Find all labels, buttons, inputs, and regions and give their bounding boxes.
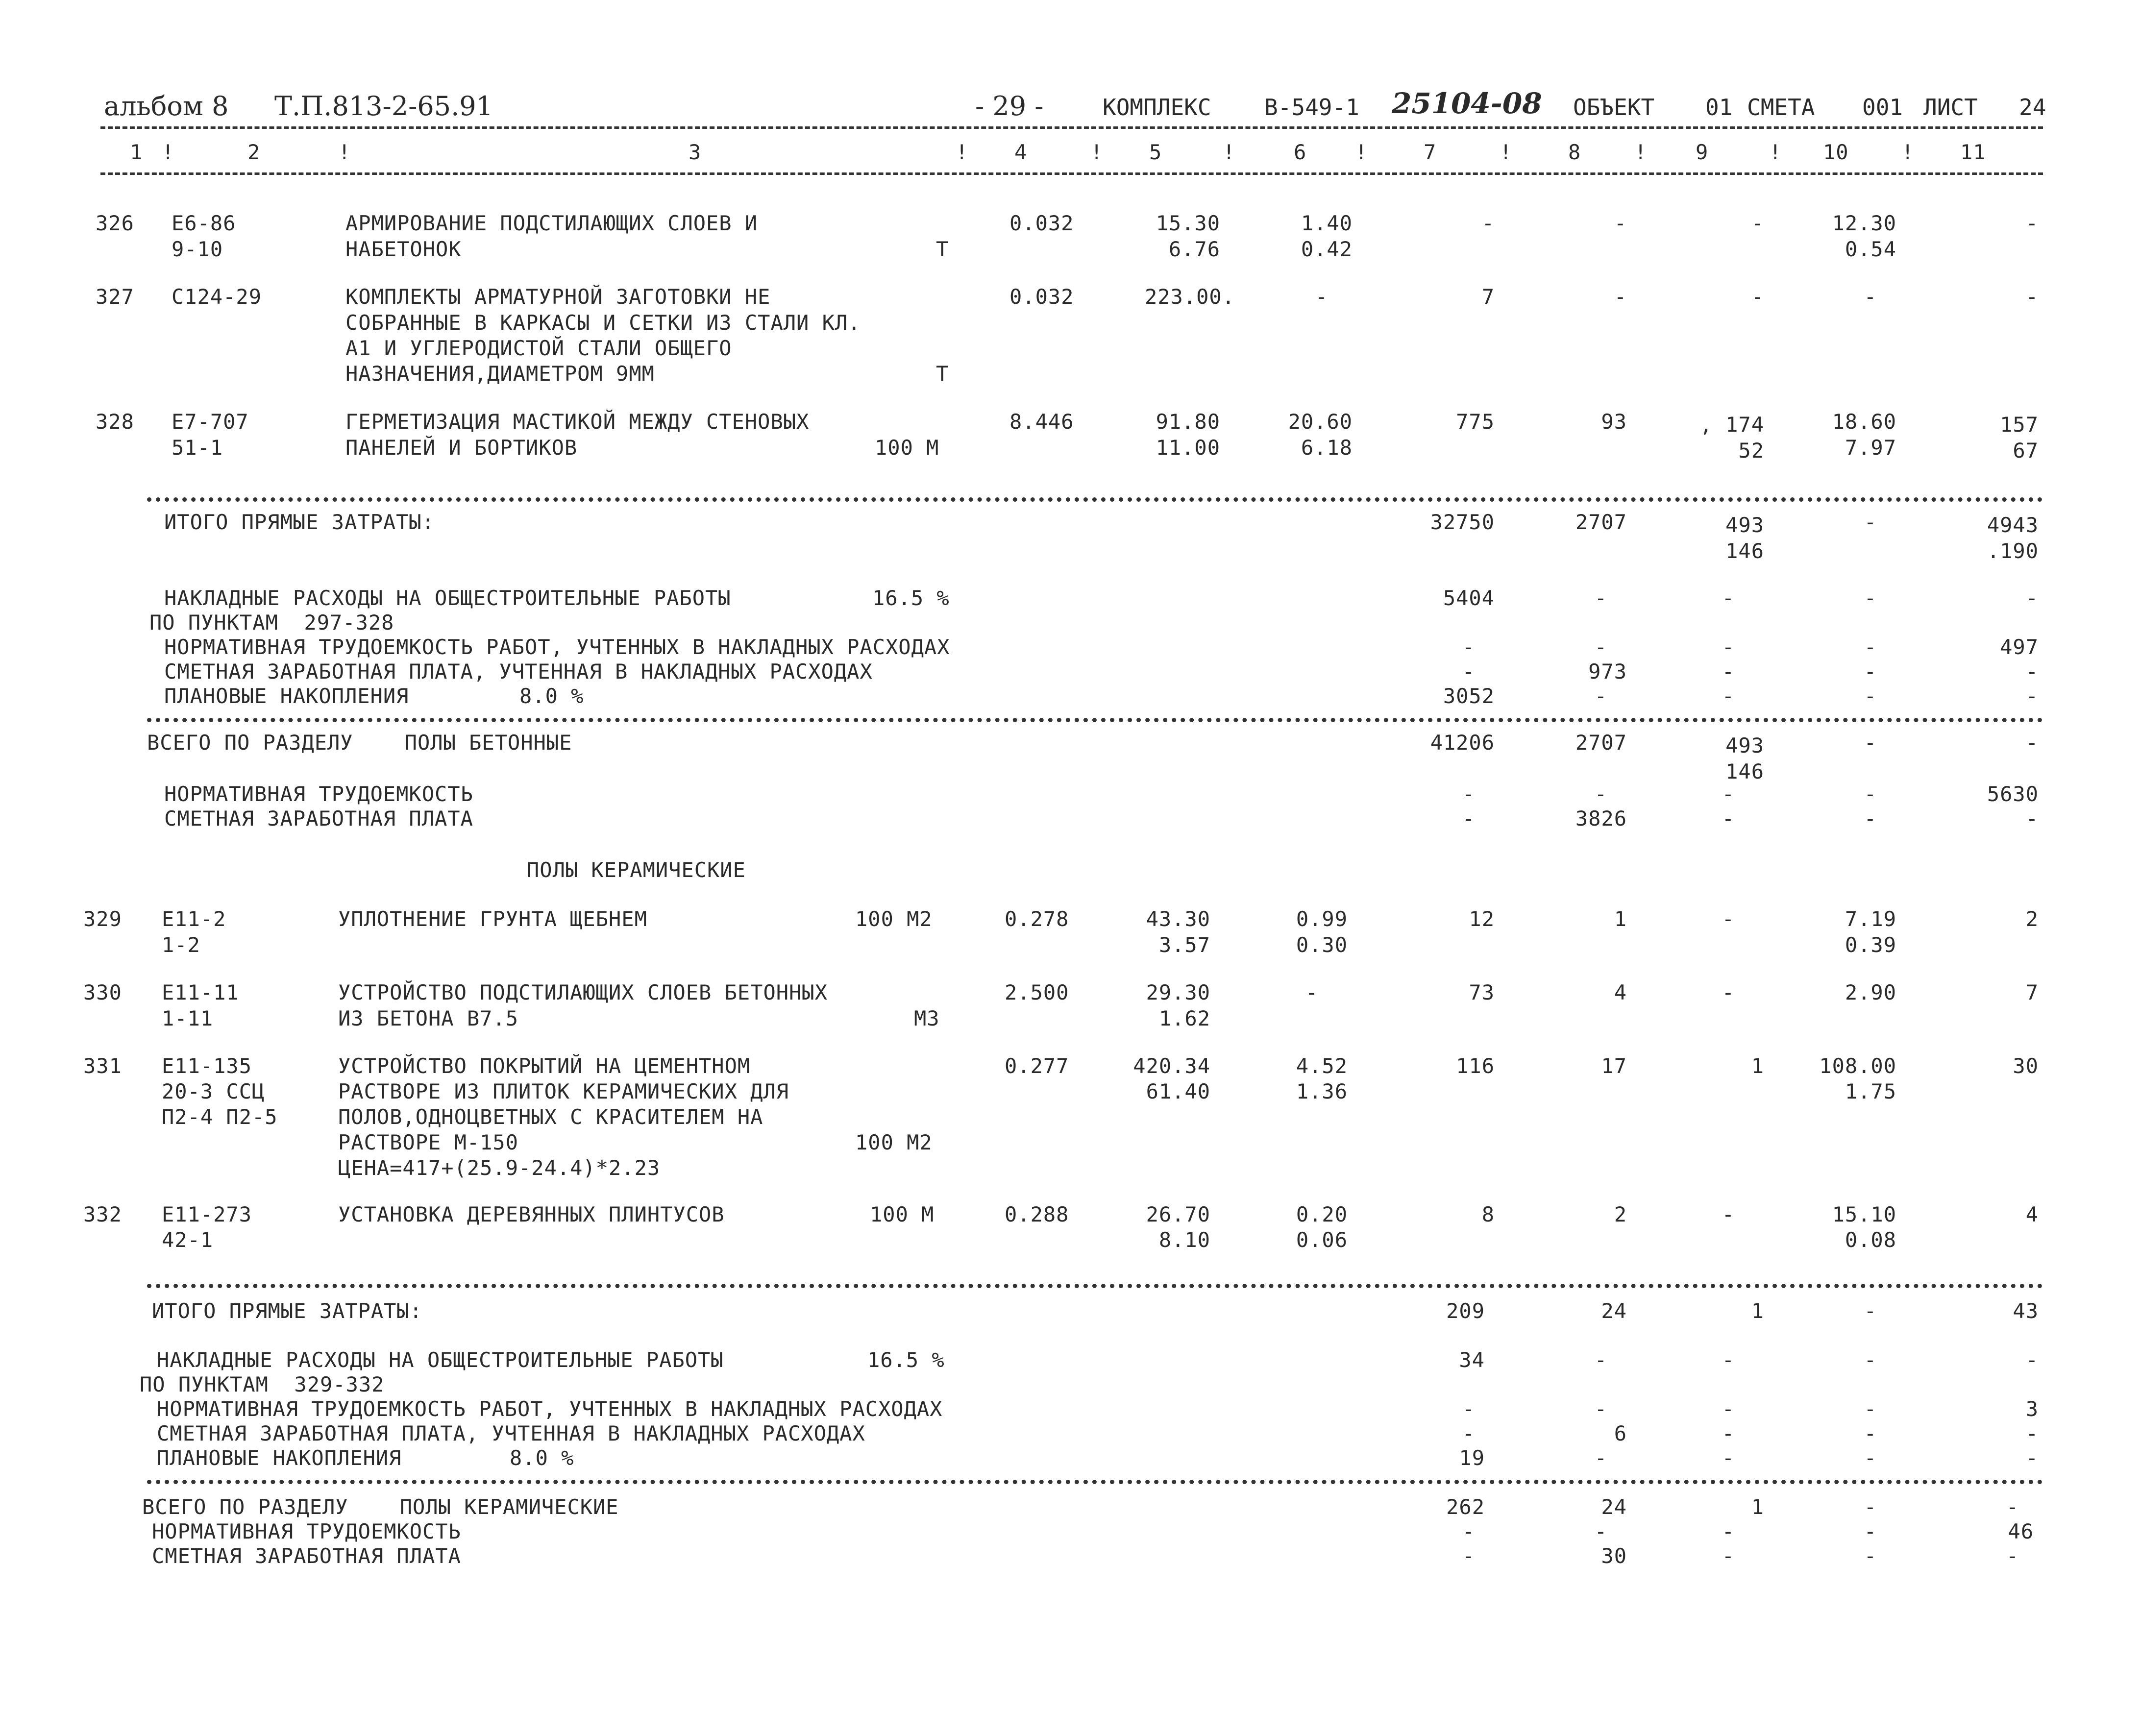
object-label: ОБЪЕКТ: [1573, 94, 1655, 121]
cell-c7: 32750: [1430, 510, 1495, 534]
cell-c7: -: [1462, 1397, 1475, 1421]
cell-c10: 2.90: [1845, 980, 1896, 1004]
cell-c11: -: [2025, 1446, 2039, 1470]
album-label: альбом 8: [104, 91, 229, 122]
cell-c8: 1: [1614, 907, 1627, 931]
cell-c8: 973: [1588, 660, 1627, 684]
cell-c11: -: [2025, 684, 2039, 708]
cell-c10: -: [1864, 1446, 1877, 1470]
cell-c11: 46: [2008, 1519, 2034, 1543]
summary-label: НОРМАТИВНАЯ ТРУДОЕМКОСТЬ: [164, 782, 473, 806]
item-name: ЦЕНА=417+(25.9-24.4)*2.23: [338, 1156, 661, 1180]
item-number: 330: [83, 980, 122, 1004]
column-separator: !: [338, 140, 351, 164]
cell-c11: 30: [2013, 1054, 2039, 1078]
summary-label: НАКЛАДНЫЕ РАСХОДЫ НА ОБЩЕСТРОИТЕЛЬНЫЕ РАБОТЫ: [164, 586, 731, 610]
summary-label: НОРМАТИВНАЯ ТРУДОЕМКОСТЬ: [152, 1519, 461, 1543]
item-unit: М3: [914, 1006, 940, 1030]
column-separator: !: [1090, 140, 1104, 164]
summary-label: ПЛАНОВЫЕ НАКОПЛЕНИЯ: [164, 684, 409, 708]
cell-c10: -: [1864, 1348, 1877, 1372]
cell-c9: 1: [1751, 1495, 1764, 1519]
cell-c7: 7: [1481, 285, 1495, 309]
item-code: 51-1: [172, 436, 223, 460]
summary-label: ИТОГО ПРЯМЫЕ ЗАТРАТЫ:: [152, 1299, 423, 1323]
cell-c7: -: [1462, 1519, 1475, 1543]
summary-label: ВСЕГО ПО РАЗДЕЛУ ПОЛЫ КЕРАМИЧЕСКИЕ: [142, 1495, 619, 1519]
item-name: УСТРОЙСТВО ПОКРЫТИЙ НА ЦЕМЕНТНОМ: [338, 1054, 751, 1078]
cell-c8: 24: [1601, 1299, 1627, 1323]
cell-c8: 4: [1614, 980, 1627, 1004]
column-separator: !: [1500, 140, 1513, 164]
cell-c10: 15.10: [1832, 1202, 1896, 1226]
summary-label: ПО ПУНКТАМ 329-332: [140, 1372, 385, 1396]
column-separator: !: [1355, 140, 1368, 164]
cell-c11: -: [2006, 1495, 2019, 1519]
cell-c9: -: [1722, 1348, 1735, 1372]
column-number: 7: [1424, 140, 1437, 164]
cell-c5: 61.40: [1146, 1079, 1210, 1103]
cell-c9: -: [1722, 1519, 1735, 1543]
header-rule-top: [100, 126, 2043, 129]
cell-c10: -: [1864, 1421, 1877, 1445]
cell-c10: -: [1864, 660, 1877, 684]
cell-c8: 93: [1601, 410, 1627, 434]
smeta-label: СМЕТА: [1747, 94, 1815, 121]
cell-c9: -: [1751, 211, 1764, 235]
cell-c11: 3: [2025, 1397, 2039, 1421]
cell-c9: -: [1751, 285, 1764, 309]
cell-c9: -: [1722, 635, 1735, 659]
cell-c8: 24: [1601, 1495, 1627, 1519]
item-unit: 100 М: [870, 1202, 935, 1226]
cell-c9: -: [1722, 980, 1735, 1004]
cell-c10: 0.54: [1845, 237, 1896, 261]
item-number: 328: [96, 410, 134, 434]
item-name: РАСТВОРЕ ИЗ ПЛИТОК КЕРАМИЧЕСКИХ ДЛЯ: [338, 1079, 789, 1103]
column-number: 4: [1014, 140, 1028, 164]
item-code: 20-3 ССЦ: [162, 1079, 265, 1103]
cell-c5: 26.70: [1146, 1202, 1210, 1226]
item-unit: 100 М2: [855, 907, 933, 931]
cell-c9: -: [1722, 1202, 1735, 1226]
cell-c7: 262: [1446, 1495, 1485, 1519]
section-title: ПОЛЫ КЕРАМИЧЕСКИЕ: [527, 858, 746, 882]
item-name: УСТРОЙСТВО ПОДСТИЛАЮЩИХ СЛОЕВ БЕТОННЫХ: [338, 980, 828, 1004]
cell-c10: -: [1864, 586, 1877, 610]
item-code: 9-10: [172, 237, 223, 261]
project-code: Т.П.813-2-65.91: [274, 91, 493, 122]
cell-c5: 91.80: [1156, 410, 1220, 434]
cell-c11: -: [2006, 1544, 2019, 1568]
cell-c11: 157 67: [2000, 413, 2039, 463]
cell-c9: -: [1722, 1446, 1735, 1470]
cell-c8: -: [1594, 586, 1607, 610]
cell-c8: 2: [1614, 1202, 1627, 1226]
item-quantity: 0.278: [1005, 907, 1069, 931]
cell-c9: 493 146: [1725, 513, 1764, 563]
cell-c8: -: [1594, 1348, 1607, 1372]
cell-c8: -: [1594, 684, 1607, 708]
cell-c10: 1.75: [1845, 1079, 1896, 1103]
cell-c8: -: [1614, 211, 1627, 235]
cell-c6: 4.52: [1296, 1054, 1348, 1078]
cell-c10: -: [1864, 684, 1877, 708]
column-separator: !: [162, 140, 175, 164]
cell-c10: -: [1864, 1544, 1877, 1568]
item-name: РАСТВОРЕ М-150: [338, 1130, 519, 1154]
cell-c7: 73: [1469, 980, 1495, 1004]
cell-c11: -: [2025, 660, 2039, 684]
item-name: УПЛОТНЕНИЕ ГРУНТА ЩЕБНЕМ: [338, 907, 647, 931]
cell-c7: 8: [1481, 1202, 1495, 1226]
item-code: П2-4 П2-5: [162, 1105, 278, 1129]
cell-c8: 6: [1614, 1421, 1627, 1445]
object-number: 01: [1705, 94, 1733, 121]
smeta-number: 001: [1862, 94, 1903, 121]
complex-label: КОМПЛЕКС: [1103, 94, 1211, 121]
item-number: 331: [83, 1054, 122, 1078]
cell-c7: -: [1481, 211, 1495, 235]
cell-c10: 108.00: [1819, 1054, 1896, 1078]
item-code: Е11-11: [162, 980, 239, 1004]
cell-c10: -: [1864, 510, 1877, 534]
cell-c9: -: [1722, 907, 1735, 931]
item-name: УСТАНОВКА ДЕРЕВЯННЫХ ПЛИНТУСОВ: [338, 1202, 725, 1226]
cell-c8: -: [1614, 285, 1627, 309]
item-number: 327: [96, 285, 134, 309]
complex-code: В-549-1: [1264, 94, 1359, 121]
item-unit: Т: [936, 237, 949, 261]
cell-c11: 4: [2025, 1202, 2039, 1226]
column-number: 11: [1960, 140, 1986, 164]
handwritten-code: 25104-08: [1392, 87, 1542, 120]
item-code: 1-11: [162, 1006, 214, 1030]
summary-label: НОРМАТИВНАЯ ТРУДОЕМКОСТЬ РАБОТ, УЧТЕННЫХ В НАКЛАДНЫХ РАСХОДАХ: [157, 1397, 943, 1421]
cell-c11: -: [2025, 807, 2039, 831]
cell-c7: -: [1462, 1421, 1475, 1445]
cell-c7: 209: [1446, 1299, 1485, 1323]
column-separator: !: [1223, 140, 1236, 164]
item-name: ГЕРМЕТИЗАЦИЯ МАСТИКОЙ МЕЖДУ СТЕНОВЫХ: [345, 410, 810, 434]
item-unit: Т: [936, 362, 949, 386]
item-quantity: 0.032: [1009, 285, 1074, 309]
column-separator: !: [1901, 140, 1915, 164]
item-code: 1-2: [162, 933, 200, 957]
cell-c11: -: [2025, 731, 2039, 755]
cell-c10: -: [1864, 807, 1877, 831]
cell-c5: 15.30: [1156, 211, 1220, 235]
cell-c9: -: [1722, 1397, 1735, 1421]
cell-c7: 5404: [1443, 586, 1495, 610]
cell-c9: -: [1722, 586, 1735, 610]
cell-c10: 12.30: [1832, 211, 1896, 235]
item-name: ПАНЕЛЕЙ И БОРТИКОВ: [345, 436, 578, 460]
section-divider: [147, 497, 2043, 502]
cell-c9: -: [1722, 1421, 1735, 1445]
cell-c8: -: [1594, 1446, 1607, 1470]
cell-c5: 6.76: [1168, 237, 1220, 261]
cell-c9: -: [1722, 1544, 1735, 1568]
column-number: 6: [1294, 140, 1307, 164]
cell-c8: -: [1594, 782, 1607, 806]
cell-c7: -: [1462, 807, 1475, 831]
column-number: 1: [130, 140, 143, 164]
summary-percent: 8.0 %: [519, 684, 584, 708]
summary-label: СМЕТНАЯ ЗАРАБОТНАЯ ПЛАТА: [164, 807, 473, 831]
item-quantity: 0.277: [1005, 1054, 1069, 1078]
cell-c6: 0.20: [1296, 1202, 1348, 1226]
column-number: 3: [689, 140, 702, 164]
cell-c10: -: [1864, 635, 1877, 659]
column-number: 5: [1149, 140, 1162, 164]
cell-c10: -: [1864, 782, 1877, 806]
cell-c7: 775: [1456, 410, 1495, 434]
cell-c11: -: [2025, 211, 2039, 235]
cell-c8: 30: [1601, 1544, 1627, 1568]
cell-c9: , 174 52: [1699, 413, 1764, 463]
cell-c6: 0.06: [1296, 1228, 1348, 1252]
cell-c6: 1.40: [1301, 211, 1353, 235]
summary-label: СМЕТНАЯ ЗАРАБОТНАЯ ПЛАТА: [152, 1544, 461, 1568]
item-quantity: 8.446: [1009, 410, 1074, 434]
cell-c8: 17: [1601, 1054, 1627, 1078]
cell-c11: -: [2025, 285, 2039, 309]
cell-c8: -: [1594, 635, 1607, 659]
cell-c10: -: [1864, 1299, 1877, 1323]
cell-c11: -: [2025, 1348, 2039, 1372]
cell-c6: 0.42: [1301, 237, 1353, 261]
cell-c11: 4943 .190: [1987, 513, 2039, 563]
item-quantity: 2.500: [1005, 980, 1069, 1004]
header-rule-bottom: [100, 172, 2043, 175]
cell-c10: 7.19: [1845, 907, 1896, 931]
cell-c11: 497: [2000, 635, 2039, 659]
item-name: СОБРАННЫЕ В КАРКАСЫ И СЕТКИ ИЗ СТАЛИ КЛ.: [345, 311, 861, 335]
summary-label: ВСЕГО ПО РАЗДЕЛУ ПОЛЫ БЕТОННЫЕ: [147, 731, 572, 755]
column-number: 9: [1696, 140, 1709, 164]
cell-c5: 420.34: [1133, 1054, 1210, 1078]
cell-c9: -: [1722, 684, 1735, 708]
cell-c9: -: [1722, 807, 1735, 831]
cell-c9: 493 146: [1725, 734, 1764, 783]
summary-percent: 16.5 %: [872, 586, 950, 610]
cell-c11: -: [2025, 586, 2039, 610]
cell-c9: -: [1722, 660, 1735, 684]
cell-c10: 18.60: [1832, 410, 1896, 434]
item-quantity: 0.032: [1009, 211, 1074, 235]
cell-c6: 1.36: [1296, 1079, 1348, 1103]
cell-c7: -: [1462, 660, 1475, 684]
page-number: - 29 -: [975, 91, 1044, 122]
cell-c10: -: [1864, 1495, 1877, 1519]
cell-c6: 0.30: [1296, 933, 1348, 957]
cell-c6: 20.60: [1288, 410, 1353, 434]
cell-c6: 6.18: [1301, 436, 1353, 460]
item-name: НАБЕТОНОК: [345, 237, 462, 261]
cell-c7: 12: [1469, 907, 1495, 931]
column-separator: !: [1634, 140, 1648, 164]
summary-percent: 16.5 %: [867, 1348, 945, 1372]
cell-c10: -: [1864, 285, 1877, 309]
item-name: А1 И УГЛЕРОДИСТОЙ СТАЛИ ОБЩЕГО: [345, 336, 732, 360]
cell-c8: 3826: [1575, 807, 1627, 831]
item-code: Е11-135: [162, 1054, 252, 1078]
cell-c10: 0.08: [1845, 1228, 1896, 1252]
cell-c5: 1.62: [1158, 1006, 1210, 1030]
summary-label: СМЕТНАЯ ЗАРАБОТНАЯ ПЛАТА, УЧТЕННАЯ В НАКЛАДНЫХ РАСХОДАХ: [164, 660, 873, 684]
cell-c7: 34: [1459, 1348, 1485, 1372]
cell-c11: 5630: [1987, 782, 2039, 806]
item-code: Е7-707: [172, 410, 249, 434]
summary-label: НОРМАТИВНАЯ ТРУДОЕМКОСТЬ РАБОТ, УЧТЕННЫХ В НАКЛАДНЫХ РАСХОДАХ: [164, 635, 950, 659]
cell-c11: -: [2025, 1421, 2039, 1445]
cell-c10: 0.39: [1845, 933, 1896, 957]
item-number: 332: [83, 1202, 122, 1226]
cell-c6: -: [1315, 285, 1328, 309]
cell-c10: -: [1864, 731, 1877, 755]
cell-c11: 7: [2025, 980, 2039, 1004]
item-code: Е11-273: [162, 1202, 252, 1226]
cell-c9: 1: [1751, 1299, 1764, 1323]
cell-c5: 8.10: [1158, 1228, 1210, 1252]
cell-c6: 0.99: [1296, 907, 1348, 931]
item-unit: 100 М: [875, 436, 939, 460]
item-number: 329: [83, 907, 122, 931]
cell-c7: 116: [1456, 1054, 1495, 1078]
sheet-label: ЛИСТ: [1923, 94, 1978, 121]
summary-percent: 8.0 %: [510, 1446, 574, 1470]
cell-c7: -: [1462, 635, 1475, 659]
cell-c11: 2: [2025, 907, 2039, 931]
section-divider: [147, 1284, 2043, 1288]
item-code: 42-1: [162, 1228, 214, 1252]
cell-c8: 2707: [1575, 731, 1627, 755]
column-number: 8: [1568, 140, 1581, 164]
item-unit: 100 М2: [855, 1130, 933, 1154]
item-number: 326: [96, 211, 134, 235]
item-name: НАЗНАЧЕНИЯ,ДИАМЕТРОМ 9ММ: [345, 362, 655, 386]
item-quantity: 0.288: [1005, 1202, 1069, 1226]
item-code: С124-29: [172, 285, 262, 309]
item-name: ИЗ БЕТОНА В7.5: [338, 1006, 519, 1030]
cell-c7: 3052: [1443, 684, 1495, 708]
cell-c5: 223.00.: [1144, 285, 1235, 309]
cell-c9: 1: [1751, 1054, 1764, 1078]
cell-c10: -: [1864, 1397, 1877, 1421]
item-code: Е11-2: [162, 907, 226, 931]
column-separator: !: [1769, 140, 1782, 164]
item-name: АРМИРОВАНИЕ ПОДСТИЛАЮЩИХ СЛОЕВ И: [345, 211, 758, 235]
cell-c9: -: [1722, 782, 1735, 806]
cell-c5: 3.57: [1158, 933, 1210, 957]
section-divider: [147, 1480, 2043, 1484]
cell-c7: 41206: [1430, 731, 1495, 755]
section-divider: [147, 718, 2043, 722]
column-number: 10: [1823, 140, 1849, 164]
column-separator: !: [956, 140, 969, 164]
summary-label: ПО ПУНКТАМ 297-328: [149, 611, 394, 635]
cell-c10: 7.97: [1845, 436, 1896, 460]
item-name: КОМПЛЕКТЫ АРМАТУРНОЙ ЗАГОТОВКИ НЕ: [345, 285, 771, 309]
summary-label: СМЕТНАЯ ЗАРАБОТНАЯ ПЛАТА, УЧТЕННАЯ В НАКЛАДНЫХ РАСХОДАХ: [157, 1421, 865, 1445]
cell-c7: -: [1462, 1544, 1475, 1568]
cell-c6: -: [1305, 980, 1318, 1004]
cell-c7: 19: [1459, 1446, 1485, 1470]
item-name: ПОЛОВ,ОДНОЦВЕТНЫХ С КРАСИТЕЛЕМ НА: [338, 1105, 763, 1129]
cell-c11: 43: [2013, 1299, 2039, 1323]
summary-label: ИТОГО ПРЯМЫЕ ЗАТРАТЫ:: [164, 510, 435, 534]
sheet-number: 24: [2019, 94, 2046, 121]
summary-label: НАКЛАДНЫЕ РАСХОДЫ НА ОБЩЕСТРОИТЕЛЬНЫЕ РАБОТЫ: [157, 1348, 724, 1372]
cell-c5: 11.00: [1156, 436, 1220, 460]
cell-c8: 2707: [1575, 510, 1627, 534]
item-code: Е6-86: [172, 211, 236, 235]
cell-c7: -: [1462, 782, 1475, 806]
cell-c8: -: [1594, 1397, 1607, 1421]
cell-c5: 29.30: [1146, 980, 1210, 1004]
cell-c5: 43.30: [1146, 907, 1210, 931]
column-number: 2: [247, 140, 261, 164]
cell-c10: -: [1864, 1519, 1877, 1543]
summary-label: ПЛАНОВЫЕ НАКОПЛЕНИЯ: [157, 1446, 402, 1470]
cell-c8: -: [1594, 1519, 1607, 1543]
